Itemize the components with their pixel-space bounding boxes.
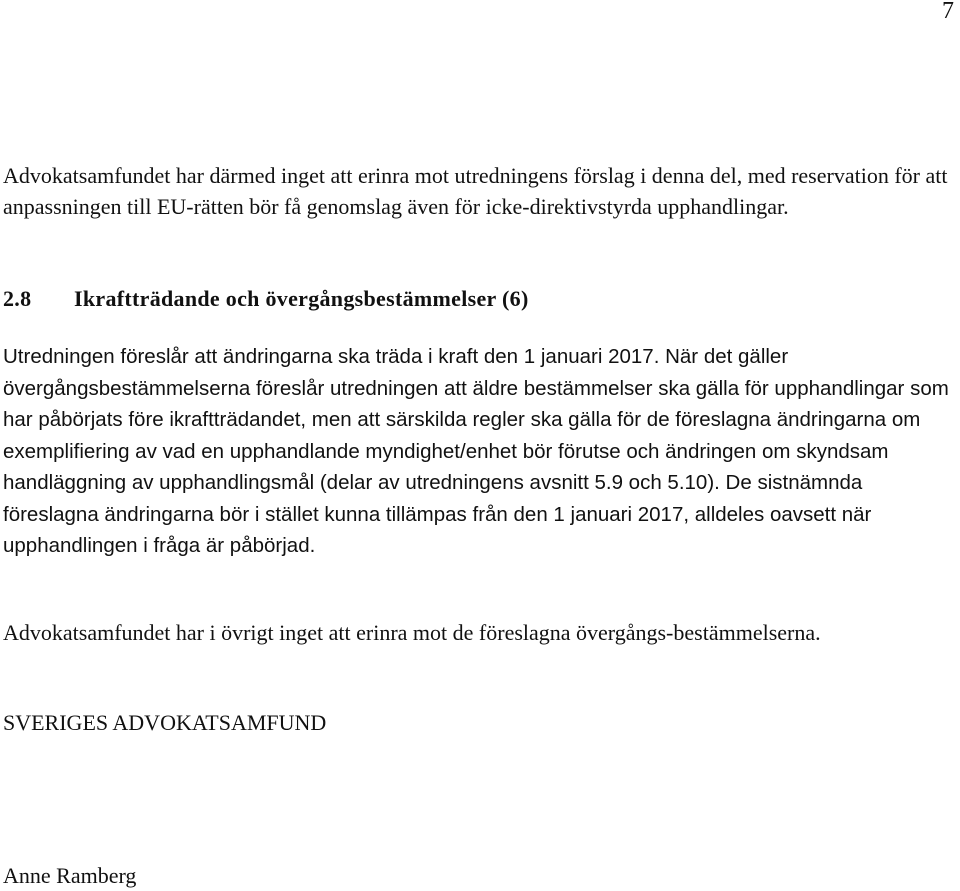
section-title: Ikraftträdande och övergångsbestämmelser (6): [74, 286, 529, 311]
organization-name: SVERIGES ADVOKATSAMFUND: [3, 710, 327, 735]
section-number: 2.8: [3, 286, 32, 311]
section-heading: [3, 283, 529, 314]
page-number: 7: [942, 0, 954, 24]
paragraph-transitional-provisions: Advokatsamfundet har i övrigt inget att erinra mot de föreslagna övergångs-bestämmelserna.: [3, 620, 821, 645]
paragraph-conclusion-eu: Advokatsamfundet har därmed inget att erinra mot utredningens förslag i denna del, med reservation för att anpassningen till EU-rätten bör få genomslag även för icke-direktivstyrda upphandlingar.: [3, 163, 948, 219]
signatory-name: Anne Ramberg: [3, 863, 137, 888]
paragraph-entry-into-force: Utredningen föreslår att ändringarna ska träda i kraft den 1 januari 2017. När det gäller övergångsbestämmelserna föreslår utredningen att äldre bestämmelser ska gälla för upphandlingar som har påbörjats före ikraftträdandet, men att särskilda regler ska gälla för de föreslagna ändringarna om exemplifiering av vad en upphandlande myndighet/enhet bör förutse och ändringen om skyndsam handläggning av upphandlingsmål (delar av utredningens avsnitt 5.9 och 5.10). De sistnämnda föreslagna ändringarna bör i stället kunna tillämpas från den 1 januari 2017, alldeles oavsett när upphandlingen i fråga är påbörjad.: [3, 345, 949, 557]
